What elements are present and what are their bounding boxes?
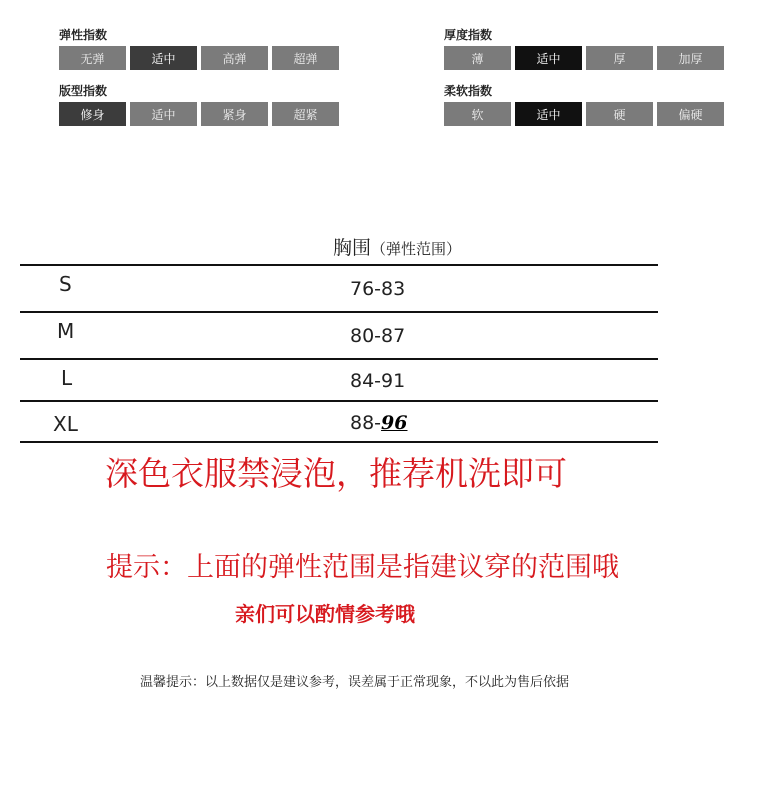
fit-index-label: 版型指数 <box>59 84 108 98</box>
size-table-header-sub: （弹性范围） <box>371 240 462 258</box>
size-label-l: L <box>61 366 73 390</box>
table-divider <box>20 311 658 313</box>
disclaimer: 温馨提示：以上数据仅是建议参考，误差属于正常现象，不以此为售后依据 <box>140 675 570 690</box>
table-divider <box>20 264 658 266</box>
tip-note: 提示：上面的弹性范围是指建议穿的范围哦 <box>106 552 619 583</box>
fit-option-slim: 修身 <box>59 102 126 126</box>
chest-value-s: 76-83 <box>350 278 406 300</box>
thickness-option-thick: 厚 <box>586 46 653 70</box>
elasticity-option-high: 高弹 <box>201 46 268 70</box>
thickness-option-thin: 薄 <box>444 46 511 70</box>
size-label-s: S <box>59 272 72 296</box>
tip-note-secondary: 亲们可以酌情参考哦 <box>235 602 415 626</box>
table-divider <box>20 441 658 443</box>
size-table-header <box>333 233 461 260</box>
table-divider <box>20 358 658 360</box>
softness-option-soft: 软 <box>444 102 511 126</box>
thickness-index-label: 厚度指数 <box>444 28 493 42</box>
table-divider <box>20 400 658 402</box>
chest-value-l: 84-91 <box>350 370 406 392</box>
elasticity-option-medium: 适中 <box>130 46 197 70</box>
thickness-option-medium: 适中 <box>515 46 582 70</box>
elasticity-option-super: 超弹 <box>272 46 339 70</box>
chest-value-xl <box>350 412 408 434</box>
fit-option-tight: 紧身 <box>201 102 268 126</box>
softness-index-label: 柔软指数 <box>444 84 493 98</box>
softness-option-medium: 适中 <box>515 102 582 126</box>
size-label-xl: XL <box>53 412 78 436</box>
fit-option-super-tight: 超紧 <box>272 102 339 126</box>
size-label-m: M <box>57 319 75 343</box>
elasticity-option-none: 无弹 <box>59 46 126 70</box>
elasticity-index-label: 弹性指数 <box>59 28 108 42</box>
chest-value-xl-prefix: 88- <box>350 412 382 434</box>
chest-value-m: 80-87 <box>350 325 406 347</box>
fit-option-medium: 适中 <box>130 102 197 126</box>
thickness-option-extra-thick: 加厚 <box>657 46 724 70</box>
wash-note: 深色衣服禁浸泡，推荐机洗即可 <box>105 454 567 493</box>
chest-value-xl-handwritten: 96 <box>381 412 408 434</box>
softness-option-hard: 硬 <box>586 102 653 126</box>
size-table-header-title: 胸围 <box>333 237 372 259</box>
softness-option-firm: 偏硬 <box>657 102 724 126</box>
